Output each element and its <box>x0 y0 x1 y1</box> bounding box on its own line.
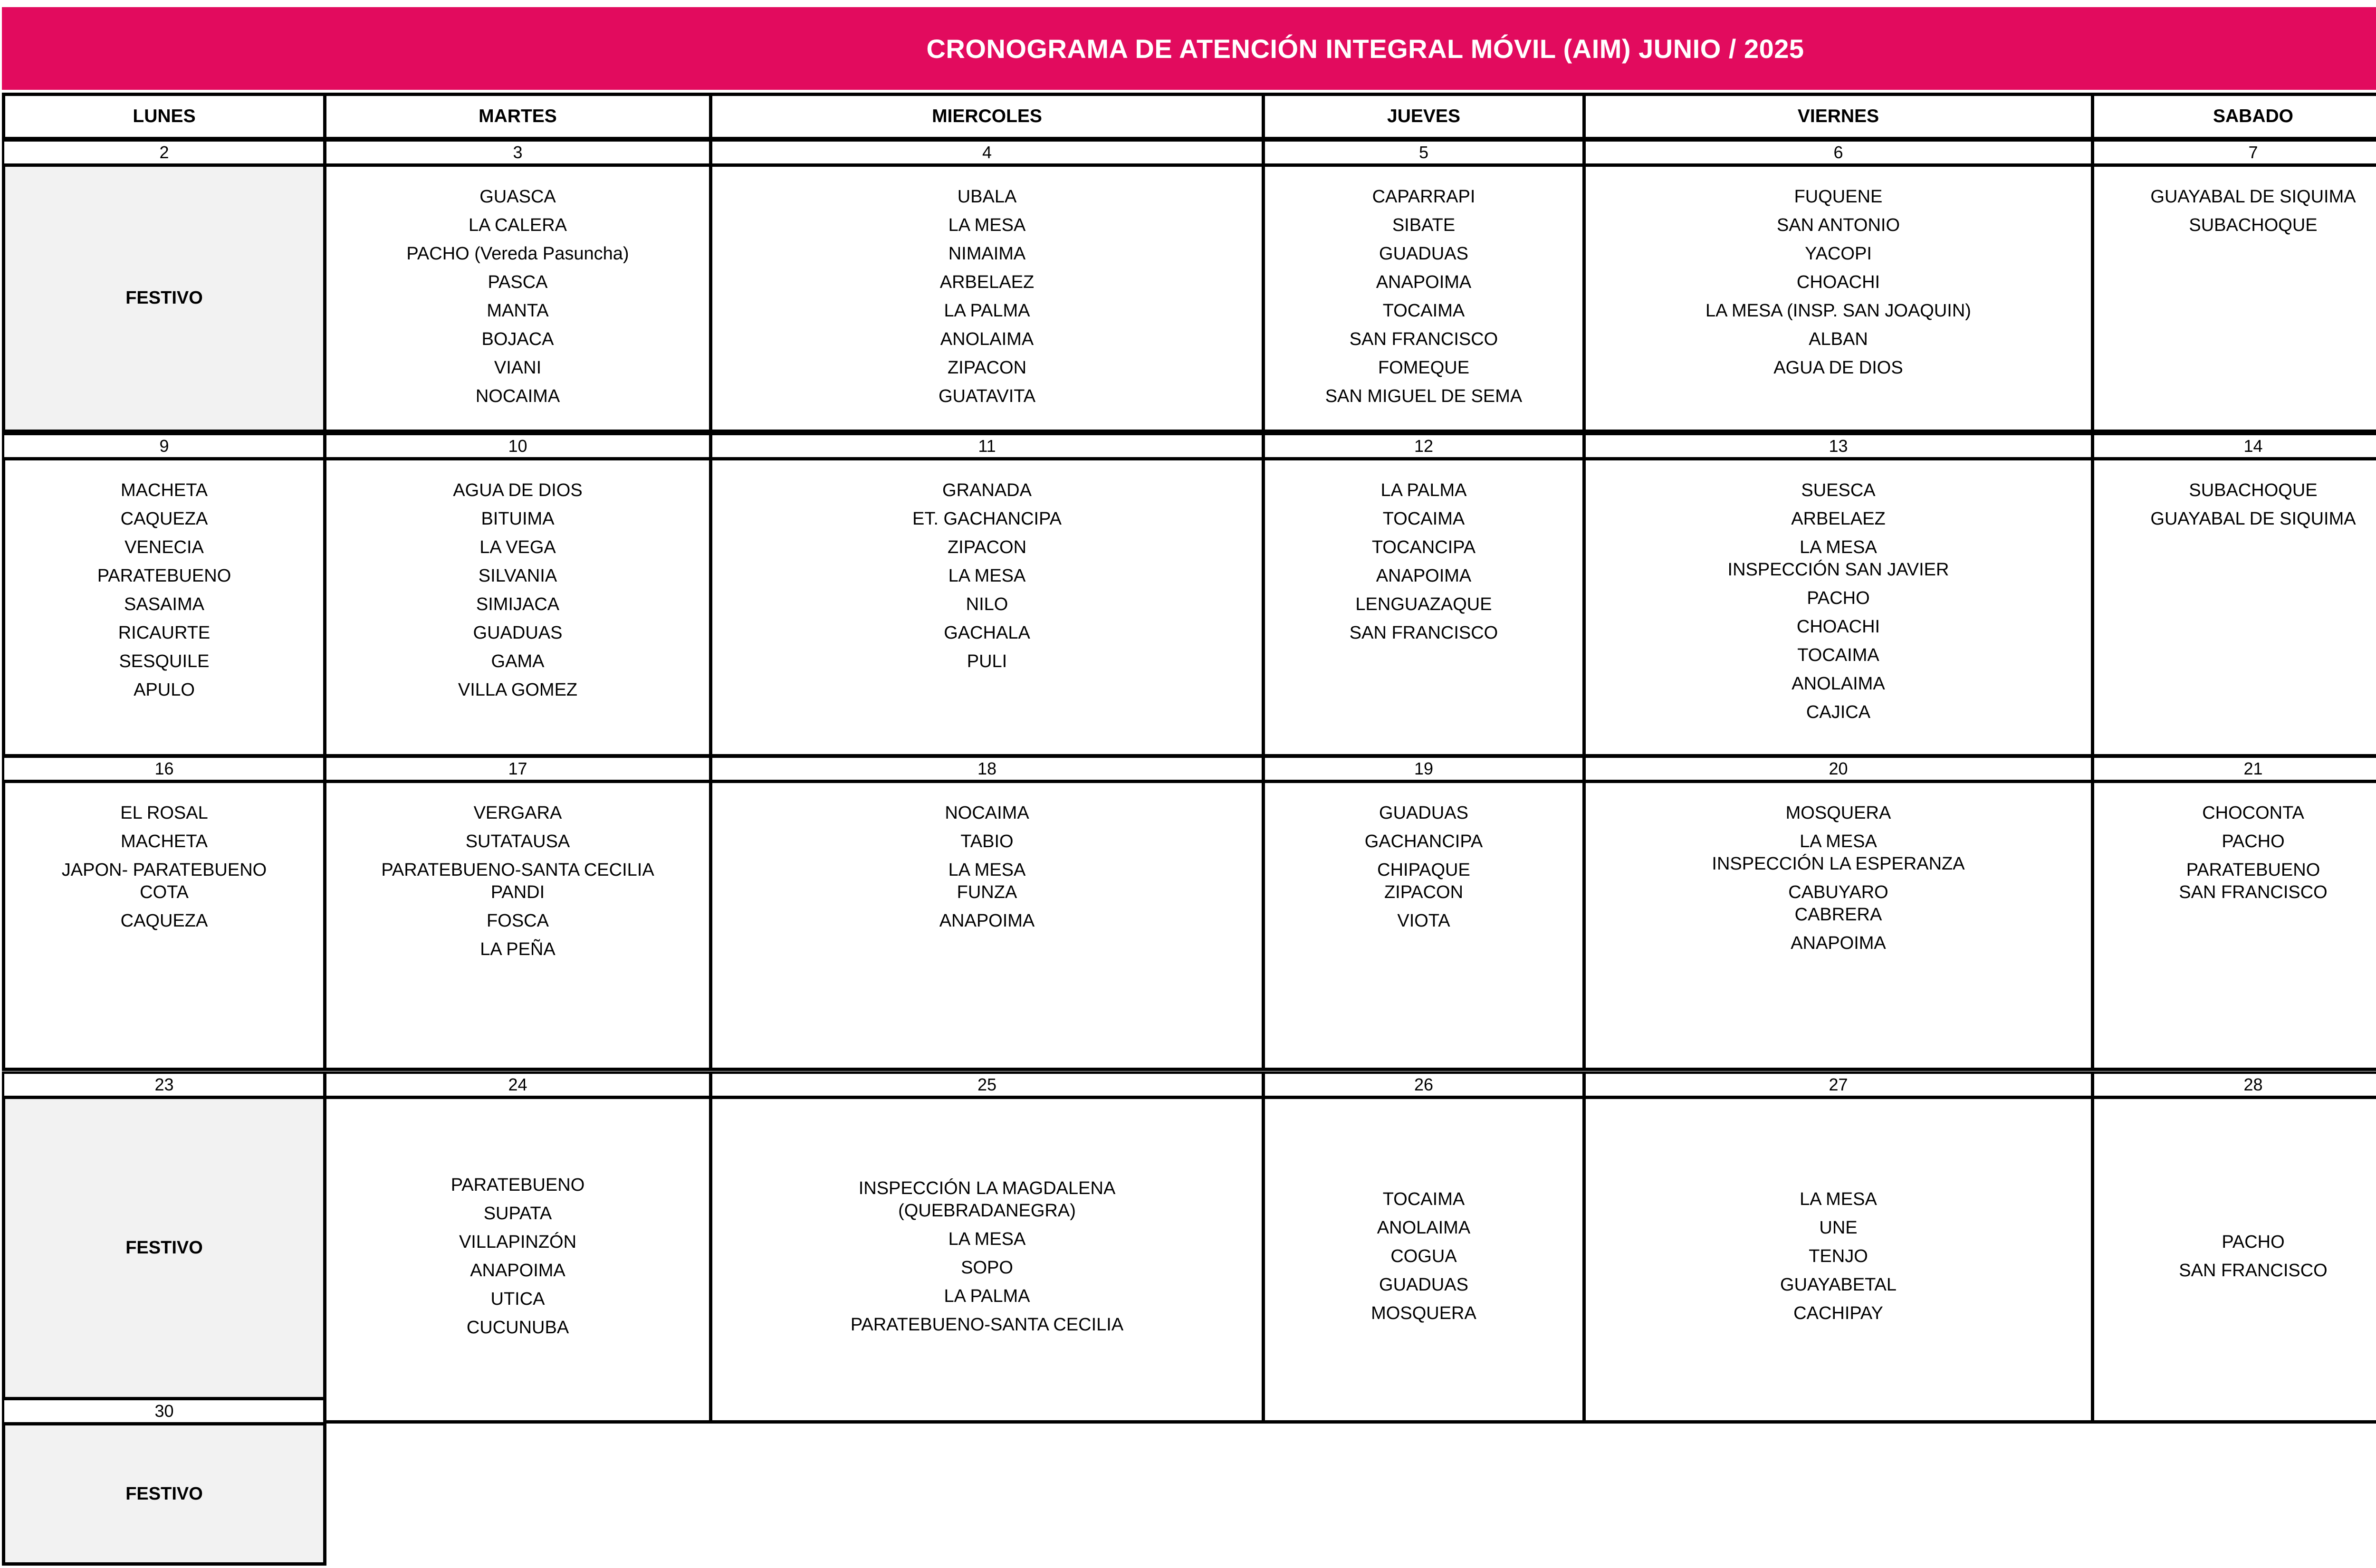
municipality-item: RICAURTE <box>118 623 211 643</box>
municipality-item: GUADUAS <box>1379 803 1468 823</box>
municipality-item: MACHETA <box>121 832 208 851</box>
day-cell <box>2091 780 2376 1071</box>
date-number: 12 <box>1262 433 1586 459</box>
municipality-item: NOCAIMA <box>475 386 560 406</box>
municipality-item: CUCUNUBA <box>466 1318 569 1338</box>
festivo-label: FESTIVO <box>125 288 203 308</box>
municipality-item: SUTATAUSA <box>465 832 570 851</box>
date-number: 7 <box>2091 139 2376 166</box>
municipality-item: PARATEBUENO-SANTA CECILIA <box>850 1314 1124 1335</box>
day-cell <box>1582 163 2094 433</box>
municipality-item: LA MESA INSPECCIÓN LA ESPERANZA <box>1712 832 1965 874</box>
municipality-item: ANAPOIMA <box>1376 272 1472 292</box>
date-number: 25 <box>709 1071 1265 1098</box>
municipality-item: YACOPI <box>1805 244 1872 264</box>
municipality-item: LA PALMA <box>1380 480 1467 500</box>
date-number: 3 <box>323 139 712 166</box>
municipality-item: BITUIMA <box>481 509 555 529</box>
day-cell <box>323 457 712 757</box>
municipality-item: VENECIA <box>125 537 204 557</box>
date-number: 21 <box>2091 755 2376 782</box>
municipality-item: NIMAIMA <box>948 244 1026 264</box>
municipality-item: CACHIPAY <box>1793 1303 1883 1323</box>
municipality-item: PACHO <box>1807 588 1870 608</box>
municipality-item: AGUA DE DIOS <box>1773 358 1903 378</box>
day-cell <box>1582 457 2094 757</box>
day-header-miercoles: MIERCOLES <box>709 93 1265 140</box>
date-number: 24 <box>323 1071 712 1098</box>
municipality-item: LA MESA FUNZA <box>948 860 1026 902</box>
municipality-item: SUESCA <box>1801 480 1876 500</box>
day-cell <box>323 1096 712 1424</box>
municipality-item: LA MESA <box>948 1229 1026 1249</box>
municipality-item: SUBACHOQUE <box>2189 215 2318 235</box>
municipality-item: NOCAIMA <box>945 803 1029 823</box>
municipality-item: GUADUAS <box>1379 244 1468 264</box>
day-cell <box>2 780 326 1071</box>
municipality-item: PACHO <box>2222 1232 2285 1252</box>
municipality-item: LA PEÑA <box>480 939 556 959</box>
date-number: 19 <box>1262 755 1586 782</box>
municipality-item: GUASCA <box>479 187 556 207</box>
date-number: 18 <box>709 755 1265 782</box>
municipality-item: CAJICA <box>1806 702 1871 722</box>
municipality-item: TOCAIMA <box>1382 509 1465 529</box>
municipality-item: BOJACA <box>481 329 554 349</box>
date-number: 6 <box>1582 139 2094 166</box>
date-number: 5 <box>1262 139 1586 166</box>
municipality-item: LA MESA <box>948 566 1026 586</box>
municipality-item: LA MESA <box>948 215 1026 235</box>
municipality-item: PARATEBUENO <box>97 566 231 586</box>
day-cell <box>323 163 712 433</box>
municipality-item: LA CALERA <box>469 215 567 235</box>
municipality-item: ANOLAIMA <box>1792 674 1885 694</box>
date-number: 26 <box>1262 1071 1586 1098</box>
day-cell <box>1262 163 1586 433</box>
municipality-item: TENJO <box>1809 1246 1868 1266</box>
municipality-item: LENGUAZAQUE <box>1355 594 1492 614</box>
municipality-item: GUAYABETAL <box>1780 1275 1897 1295</box>
festivo-cell <box>2 1422 326 1566</box>
date-number: 4 <box>709 139 1265 166</box>
municipality-item: VIANI <box>494 358 542 378</box>
municipality-item: ET. GACHANCIPA <box>912 509 1062 529</box>
municipality-item: APULO <box>134 680 195 700</box>
date-number: 27 <box>1582 1071 2094 1098</box>
date-number: 14 <box>2091 433 2376 459</box>
municipality-item: ANAPOIMA <box>939 911 1035 931</box>
day-cell <box>709 1096 1265 1424</box>
municipality-item: MACHETA <box>121 480 208 500</box>
day-cell <box>1262 1096 1586 1424</box>
municipality-item: SAN FRANCISCO <box>2179 1261 2328 1281</box>
municipality-item: LA PALMA <box>944 301 1030 321</box>
municipality-item: SESQUILE <box>119 651 210 671</box>
municipality-item: CAPARRAPI <box>1372 187 1475 207</box>
festivo-cell <box>2 1096 326 1400</box>
municipality-item: GUAYABAL DE SIQUIMA <box>2150 187 2356 207</box>
municipality-item: SASAIMA <box>124 594 204 614</box>
day-cell <box>2 457 326 757</box>
municipality-item: GUAYABAL DE SIQUIMA <box>2150 509 2356 529</box>
municipality-item: PASCA <box>488 272 548 292</box>
municipality-item: CHOACHI <box>1796 272 1880 292</box>
municipality-item: TOCAIMA <box>1382 301 1465 321</box>
day-cell <box>323 780 712 1071</box>
municipality-item: MANTA <box>487 301 549 321</box>
municipality-item: TOCANCIPA <box>1371 537 1476 557</box>
day-cell <box>1582 1096 2094 1424</box>
municipality-item: CHOCONTA <box>2202 803 2304 823</box>
municipality-item: PACHO <box>2222 832 2285 851</box>
municipality-item: MOSQUERA <box>1785 803 1891 823</box>
municipality-item: ANOLAIMA <box>1377 1218 1471 1238</box>
municipality-item: TABIO <box>960 832 1014 851</box>
municipality-item: JAPON- PARATEBUENO COTA <box>61 860 267 902</box>
municipality-item: FUQUENE <box>1794 187 1883 207</box>
municipality-item: TOCAIMA <box>1797 645 1879 665</box>
municipality-item: ARBELAEZ <box>1791 509 1886 529</box>
day-cell <box>709 457 1265 757</box>
day-cell <box>2091 163 2376 433</box>
day-cell <box>709 780 1265 1071</box>
municipality-item: GRANADA <box>942 480 1032 500</box>
municipality-item: CHOACHI <box>1796 617 1880 637</box>
municipality-item: PACHO (Vereda Pasuncha) <box>406 244 629 264</box>
municipality-item: AGUA DE DIOS <box>453 480 583 500</box>
municipality-item: ANAPOIMA <box>1376 566 1472 586</box>
day-cell <box>2091 457 2376 757</box>
page-title: CRONOGRAMA DE ATENCIÓN INTEGRAL MÓVIL (AIM) JUNIO / 2025 <box>2 7 2376 90</box>
municipality-item: UBALA <box>957 187 1017 207</box>
date-number: 11 <box>709 433 1265 459</box>
municipality-item: FOSCA <box>487 911 549 931</box>
municipality-item: GUADUAS <box>473 623 563 643</box>
municipality-item: LA MESA INSPECCIÓN SAN JAVIER <box>1727 537 1949 580</box>
municipality-item: ZIPACON <box>947 537 1027 557</box>
municipality-item: SAN MIGUEL DE SEMA <box>1325 386 1523 406</box>
municipality-item: GACHALA <box>944 623 1030 643</box>
day-header-jueves: JUEVES <box>1262 93 1586 140</box>
day-cell <box>1262 780 1586 1071</box>
date-number: 9 <box>2 433 326 459</box>
municipality-item: PULI <box>967 651 1007 671</box>
municipality-item: ANOLAIMA <box>940 329 1034 349</box>
municipality-item: LA PALMA <box>944 1286 1030 1306</box>
municipality-item: NILO <box>966 594 1008 614</box>
municipality-item: SIMIJACA <box>476 594 560 614</box>
municipality-item: SAN ANTONIO <box>1776 215 1900 235</box>
municipality-item: MOSQUERA <box>1371 1303 1476 1323</box>
municipality-item: ANAPOIMA <box>470 1261 565 1281</box>
festivo-label: FESTIVO <box>125 1483 203 1504</box>
municipality-item: PARATEBUENO-SANTA CECILIA PANDI <box>381 860 654 902</box>
municipality-item: GUATAVITA <box>938 386 1036 406</box>
festivo-label: FESTIVO <box>125 1238 203 1258</box>
municipality-item: CAQUEZA <box>120 911 208 931</box>
municipality-item: SOPO <box>961 1257 1013 1278</box>
municipality-item: COGUA <box>1390 1246 1457 1266</box>
municipality-item: SUPATA <box>483 1204 552 1224</box>
date-number: 28 <box>2091 1071 2376 1098</box>
day-cell <box>1262 457 1586 757</box>
municipality-item: SIBATE <box>1392 215 1456 235</box>
municipality-item: GAMA <box>491 651 545 671</box>
municipality-item: ANAPOIMA <box>1791 933 1886 953</box>
municipality-item: VERGARA <box>473 803 562 823</box>
date-number: 20 <box>1582 755 2094 782</box>
municipality-item: INSPECCIÓN LA MAGDALENA (QUEBRADANEGRA) <box>858 1178 1116 1221</box>
municipality-item: EL ROSAL <box>120 803 208 823</box>
municipality-item: CHIPAQUE ZIPACON <box>1377 860 1470 902</box>
municipality-item: SAN FRANCISCO <box>1349 623 1498 643</box>
day-cell <box>2091 1096 2376 1424</box>
municipality-item: GACHANCIPA <box>1364 832 1483 851</box>
municipality-item: CABUYARO CABRERA <box>1788 882 1888 925</box>
municipality-item: ZIPACON <box>947 358 1027 378</box>
day-cell <box>709 163 1265 433</box>
date-number: 16 <box>2 755 326 782</box>
date-number: 13 <box>1582 433 2094 459</box>
municipality-item: UNE <box>1819 1218 1858 1238</box>
municipality-item: TOCAIMA <box>1382 1189 1465 1209</box>
festivo-cell <box>2 163 326 433</box>
date-number: 2 <box>2 139 326 166</box>
municipality-item: ALBAN <box>1809 329 1868 349</box>
municipality-item: VILLA GOMEZ <box>458 680 578 700</box>
municipality-item: SAN FRANCISCO <box>1349 329 1498 349</box>
day-header-sabado: SABADO <box>2091 93 2376 140</box>
municipality-item: GUADUAS <box>1379 1275 1468 1295</box>
day-header-lunes: LUNES <box>2 93 326 140</box>
date-number: 17 <box>323 755 712 782</box>
municipality-item: PARATEBUENO SAN FRANCISCO <box>2179 860 2328 902</box>
municipality-item: LA MESA <box>1800 1189 1877 1209</box>
date-number: 23 <box>2 1071 326 1098</box>
municipality-item: VILLAPINZÓN <box>459 1232 577 1252</box>
day-header-viernes: VIERNES <box>1582 93 2094 140</box>
date-number: 30 <box>2 1398 326 1425</box>
date-number: 10 <box>323 433 712 459</box>
municipality-item: SUBACHOQUE <box>2189 480 2318 500</box>
municipality-item: FOMEQUE <box>1378 358 1470 378</box>
municipality-item: UTICA <box>490 1289 545 1309</box>
day-header-martes: MARTES <box>323 93 712 140</box>
municipality-item: CAQUEZA <box>120 509 208 529</box>
municipality-item: LA VEGA <box>479 537 556 557</box>
day-cell <box>1582 780 2094 1071</box>
municipality-item: LA MESA (INSP. SAN JOAQUIN) <box>1705 301 1971 321</box>
municipality-item: ARBELAEZ <box>939 272 1035 292</box>
municipality-item: SILVANIA <box>478 566 557 586</box>
municipality-item: VIOTA <box>1397 911 1450 931</box>
municipality-item: PARATEBUENO <box>450 1175 585 1195</box>
